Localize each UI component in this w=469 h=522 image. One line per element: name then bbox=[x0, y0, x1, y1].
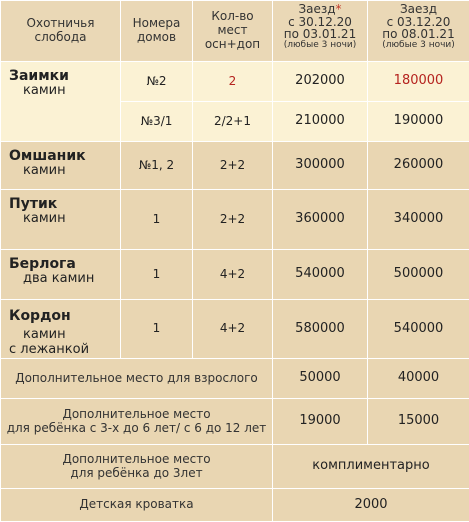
house-name: Омшаник камин bbox=[1, 142, 121, 190]
price-period-2: 340000 bbox=[368, 190, 469, 250]
extra-label: Дополнительное место для ребёнка до 3лет bbox=[1, 445, 273, 489]
price-period-1: 300000 bbox=[273, 142, 368, 190]
price-period-2: 260000 bbox=[368, 142, 469, 190]
table-row bbox=[1, 359, 469, 399]
table-row bbox=[1, 190, 469, 250]
room-number: 1 bbox=[121, 300, 193, 359]
asterisk-mark: * bbox=[336, 2, 342, 16]
table-row bbox=[1, 445, 469, 489]
price-merged: 2000 bbox=[273, 489, 469, 522]
house-name: Заимки камин bbox=[1, 62, 121, 142]
header-row bbox=[1, 1, 469, 62]
room-number: №1, 2 bbox=[121, 142, 193, 190]
table-row bbox=[1, 489, 469, 522]
table-row bbox=[1, 300, 469, 359]
header-period-2: Заезд с 03.12.20 по 08.01.21 (любые 3 ночи) bbox=[368, 1, 469, 62]
price-period-2: 540000 bbox=[368, 300, 469, 359]
extra-label: Дополнительное место для взрослого bbox=[1, 359, 273, 399]
table-row bbox=[1, 142, 469, 190]
price-period-1: 50000 bbox=[273, 359, 368, 399]
price-period-1: 360000 bbox=[273, 190, 368, 250]
extra-label: Дополнительное место для ребёнка с 3-х до 6 лет/ с 6 до 12 лет bbox=[1, 399, 273, 445]
places-count: 4+2 bbox=[193, 300, 273, 359]
places-count: 2/2+1 bbox=[193, 102, 273, 142]
places-count: 2+2 bbox=[193, 142, 273, 190]
price-period-2: 190000 bbox=[368, 102, 469, 142]
price-period-2: 180000 bbox=[368, 62, 469, 102]
extra-label: Детская кроватка bbox=[1, 489, 273, 522]
price-period-2: 500000 bbox=[368, 250, 469, 300]
room-number: 1 bbox=[121, 190, 193, 250]
places-count: 4+2 bbox=[193, 250, 273, 300]
price-period-1: 580000 bbox=[273, 300, 368, 359]
table-row bbox=[1, 250, 469, 300]
room-number: №2 bbox=[121, 62, 193, 102]
price-period-1: 202000 bbox=[273, 62, 368, 102]
price-period-1: 19000 bbox=[273, 399, 368, 445]
table-row bbox=[1, 399, 469, 445]
price-period-1: 210000 bbox=[273, 102, 368, 142]
places-count: 2 bbox=[193, 62, 273, 102]
price-merged: комплиментарно bbox=[273, 445, 469, 489]
room-number: 1 bbox=[121, 250, 193, 300]
house-name: Берлога два камин bbox=[1, 250, 121, 300]
header-period-1: Заезд* с 30.12.20 по 03.01.21 (любые 3 ночи) bbox=[273, 1, 368, 62]
house-name: Путик камин bbox=[1, 190, 121, 250]
price-period-1: 540000 bbox=[273, 250, 368, 300]
header-name: Охотничья слобода bbox=[1, 1, 121, 62]
house-name: Кордон камин с лежанкой bbox=[1, 300, 121, 359]
table-row bbox=[1, 62, 469, 102]
places-count: 2+2 bbox=[193, 190, 273, 250]
room-number: №3/1 bbox=[121, 102, 193, 142]
price-period-2: 40000 bbox=[368, 359, 469, 399]
header-places: Кол-во мест осн+доп bbox=[193, 1, 273, 62]
price-period-2: 15000 bbox=[368, 399, 469, 445]
header-rooms: Номера домов bbox=[121, 1, 193, 62]
